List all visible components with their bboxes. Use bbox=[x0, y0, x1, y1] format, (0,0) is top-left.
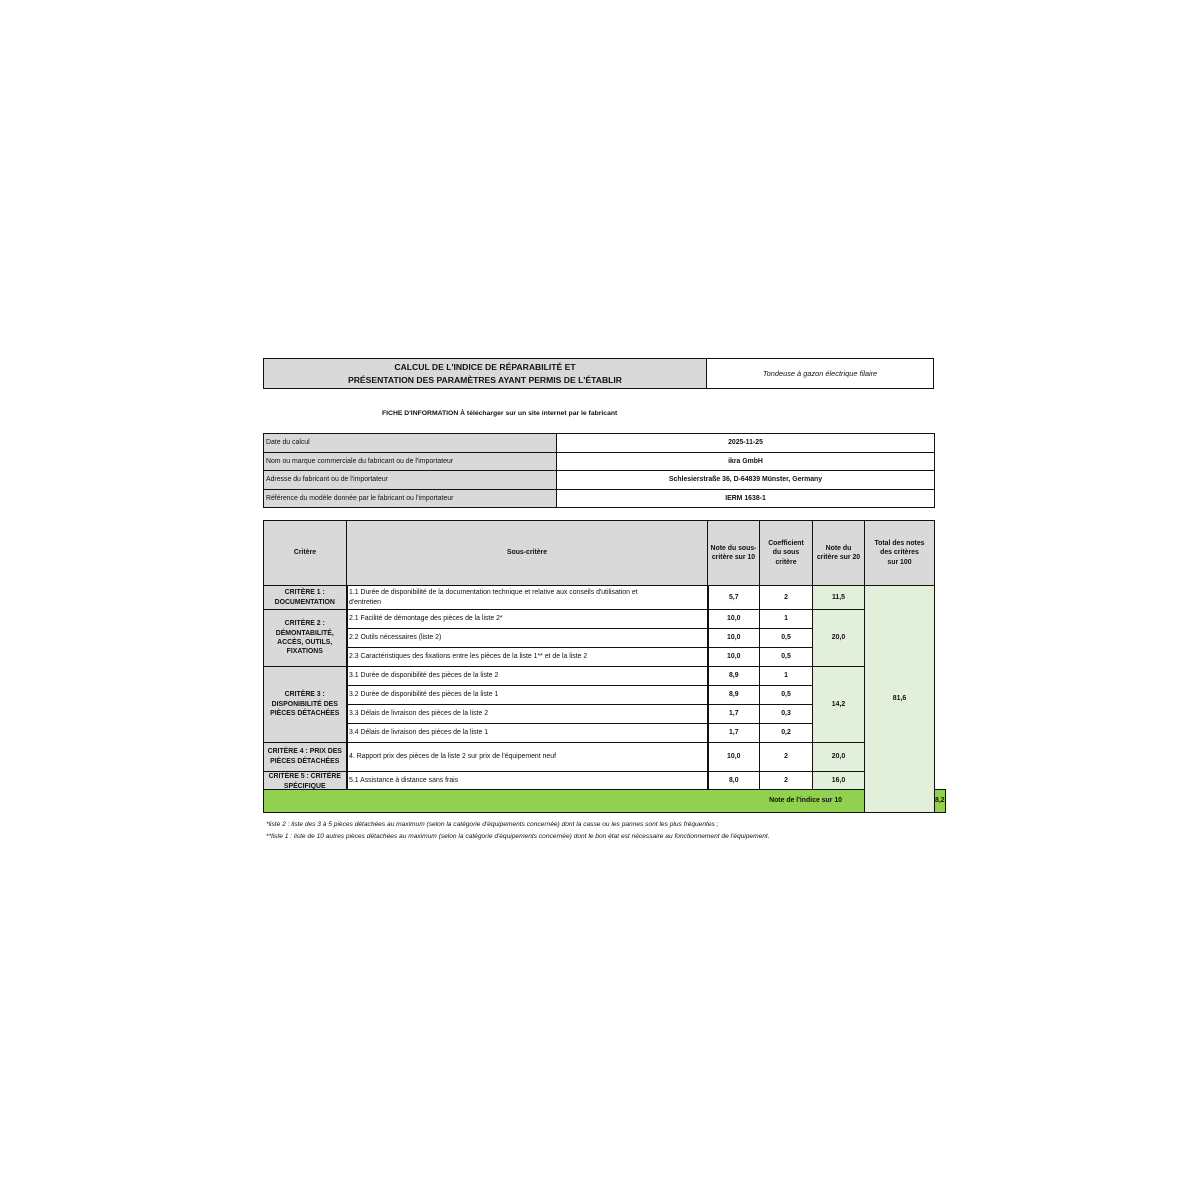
criteria-table bbox=[263, 520, 946, 813]
criterion-1-label-l2: DOCUMENTATION bbox=[274, 598, 335, 606]
criterion-3-label-l3: PIÈCES DÉTACHÉES bbox=[270, 710, 340, 718]
criterion-2-label-l3: ACCÈS, OUTILS, bbox=[277, 639, 333, 646]
address-label: Adresse du fabricant ou de l'importateur bbox=[264, 471, 557, 490]
criterion-4-note: 20,0 bbox=[813, 743, 865, 772]
criterion-2-label-l1: CRITÈRE 2 : bbox=[284, 620, 325, 628]
total-score: 81,6 bbox=[865, 586, 935, 813]
reference-value: IERM 1638-1 bbox=[557, 489, 935, 508]
header-coef-l2: du sous bbox=[772, 549, 800, 557]
table-row bbox=[264, 667, 946, 686]
criterion-4-label bbox=[264, 743, 347, 772]
title-line-2: PRÉSENTATION DES PARAMÈTRES AYANT PERMIS DE L'ÉTABLIR bbox=[347, 374, 623, 385]
header-total-l1: Total des notes bbox=[874, 539, 925, 547]
coef-4-1: 2 bbox=[760, 743, 813, 772]
sub-criterion-2-3: 2.3 Caractéristiques des fixations entre les pièces de la liste 1** et de la liste 2 bbox=[347, 648, 708, 667]
table-row bbox=[264, 610, 946, 629]
sub-criterion-5-1: 5.1 Assistance à distance sans frais bbox=[347, 772, 708, 790]
criterion-5-note: 16,0 bbox=[813, 772, 865, 790]
header-criterion: Critère bbox=[264, 521, 347, 586]
info-row-address bbox=[264, 471, 935, 490]
coef-1-1: 2 bbox=[760, 586, 813, 610]
criterion-3-note: 14,2 bbox=[813, 667, 865, 743]
header-coef-l3: critère bbox=[775, 558, 797, 566]
sub-criterion-4-1: 4. Rapport prix des pièces de la liste 2 sur prix de l'équipement neuf bbox=[347, 743, 708, 772]
note-3-4: 1,7 bbox=[708, 724, 760, 743]
date-label: Date du calcul bbox=[264, 434, 557, 453]
criterion-5-label-clip bbox=[264, 772, 346, 789]
info-row-date bbox=[264, 434, 935, 453]
sub-criterion-2-2: 2.2 Outils nécessaires (liste 2) bbox=[347, 629, 708, 648]
note-5-1: 8,0 bbox=[708, 772, 760, 790]
coef-5-1: 2 bbox=[760, 772, 813, 790]
info-table bbox=[263, 433, 935, 508]
reference-label: Référence du modèle donnée par le fabricant ou l'importateur bbox=[264, 489, 557, 508]
coef-3-1: 1 bbox=[760, 667, 813, 686]
header-note-crit-l1: Note du bbox=[825, 544, 852, 552]
manufacturer-value: ikra GmbH bbox=[557, 452, 935, 471]
header-box bbox=[263, 358, 934, 389]
criterion-2-note: 20,0 bbox=[813, 610, 865, 667]
note-2-1: 10,0 bbox=[708, 610, 760, 629]
criterion-3-label-l2: DISPONIBILITÉ DES bbox=[271, 700, 338, 708]
criterion-4-label-l1: CRITÈRE 4 : PRIX DES bbox=[267, 748, 342, 755]
note-2-3: 10,0 bbox=[708, 648, 760, 667]
header-note-sub-l2: critère sur 10 bbox=[711, 554, 756, 561]
criterion-1-label bbox=[264, 586, 347, 610]
header-note-crit-l2: critère sur 20 bbox=[816, 554, 861, 561]
criterion-5-label bbox=[264, 772, 347, 790]
table-row bbox=[264, 772, 946, 790]
coef-2-1: 1 bbox=[760, 610, 813, 629]
header-note-sub bbox=[708, 521, 760, 586]
sub-criterion-3-1: 3.1 Durée de disponibilité des pièces de la liste 2 bbox=[347, 667, 708, 686]
date-value: 2025-11-25 bbox=[557, 434, 935, 453]
note-1-1: 5,7 bbox=[708, 586, 760, 610]
coef-3-4: 0,2 bbox=[760, 724, 813, 743]
sub-criterion-3-2: 3.2 Durée de disponibilité des pièces de la liste 1 bbox=[347, 686, 708, 705]
info-row-manufacturer bbox=[264, 452, 935, 471]
criterion-3-label bbox=[264, 667, 347, 743]
product-type: Tondeuse à gazon électrique filaire bbox=[707, 359, 934, 389]
criterion-5-label-l1: CRITÈRE 5 : CRITÈRE bbox=[268, 773, 341, 780]
title-line-1: CALCUL DE L'INDICE DE RÉPARABILITÉ ET bbox=[394, 362, 576, 372]
note-3-1: 8,9 bbox=[708, 667, 760, 686]
header-coef-l1: Coefficient bbox=[768, 539, 804, 547]
table-row bbox=[264, 586, 946, 610]
criterion-2-label-l2: DÉMONTABILITÉ, bbox=[275, 629, 334, 637]
address-value: Schlesierstraße 36, D-64839 Münster, Germany bbox=[557, 471, 935, 490]
table-header-row bbox=[264, 521, 946, 586]
note-2-2: 10,0 bbox=[708, 629, 760, 648]
document-title bbox=[264, 359, 707, 389]
header-coefficient bbox=[760, 521, 813, 586]
coef-2-2: 0,5 bbox=[760, 629, 813, 648]
note-3-3: 1,7 bbox=[708, 705, 760, 724]
footnote-list-2: *liste 2 : liste des 3 à 5 pièces détachées au maximum (selon la catégorie d'équipements concernée) dont la casse ou les pannes sont les plus fréquentes ; bbox=[266, 821, 719, 828]
header-total-l2: des critères bbox=[880, 549, 919, 557]
footnote-list-1: **liste 1 : liste de 10 autres pièces détachées au maximum (selon la catégorie d'équipements concernée) dont le bon état est nécessaire au fonctionnement de l'équipement. bbox=[266, 833, 770, 840]
criterion-1-label-l1: CRITÈRE 1 : bbox=[284, 589, 325, 597]
criterion-2-label bbox=[264, 610, 347, 667]
sub-criterion-1-1-l2: d'entretien bbox=[349, 598, 381, 606]
criterion-3-label-l1: CRITÈRE 3 : bbox=[284, 691, 325, 699]
info-row-reference bbox=[264, 489, 935, 508]
sub-criterion-3-3: 3.3 Délais de livraison des pièces de la liste 2 bbox=[347, 705, 708, 724]
criterion-5-label-l2: SPÉCIFIQUE bbox=[283, 783, 326, 789]
coef-2-3: 0,5 bbox=[760, 648, 813, 667]
sub-criterion-1-1-l1: 1.1 Durée de disponibilité de la documentation technique et relative aux conseils d'utilisation et bbox=[349, 589, 638, 597]
note-3-2: 8,9 bbox=[708, 686, 760, 705]
criterion-1-note: 11,5 bbox=[813, 586, 865, 610]
sub-criterion-3-4: 3.4 Délais de livraison des pièces de la liste 1 bbox=[347, 724, 708, 743]
header-total-l3: sur 100 bbox=[887, 558, 912, 566]
header-note-criterion bbox=[813, 521, 865, 586]
final-score-row bbox=[264, 790, 946, 813]
sub-criterion-1-1 bbox=[347, 586, 708, 610]
sub-criterion-2-1: 2.1 Facilité de démontage des pièces de la liste 2* bbox=[347, 610, 708, 629]
header-sub-criterion: Sous-critère bbox=[347, 521, 708, 586]
criterion-2-label-l4: FIXATIONS bbox=[286, 648, 323, 656]
coef-3-3: 0,3 bbox=[760, 705, 813, 724]
note-4-1: 10,0 bbox=[708, 743, 760, 772]
table-row bbox=[264, 743, 946, 772]
coef-3-2: 0,5 bbox=[760, 686, 813, 705]
manufacturer-label: Nom ou marque commerciale du fabricant ou de l'importateur bbox=[264, 452, 557, 471]
final-score-label: Note de l'indice sur 10 bbox=[264, 790, 865, 813]
header-note-sub-l1: Note du sous- bbox=[710, 544, 757, 552]
info-sheet-subtitle: FICHE D'INFORMATION À télécharger sur un site internet par le fabricant bbox=[382, 410, 618, 417]
criterion-4-label-l2: PIÈCES DÉTACHÉES bbox=[270, 758, 340, 765]
final-score-value: 8,2 bbox=[935, 790, 946, 813]
header-total bbox=[865, 521, 935, 586]
